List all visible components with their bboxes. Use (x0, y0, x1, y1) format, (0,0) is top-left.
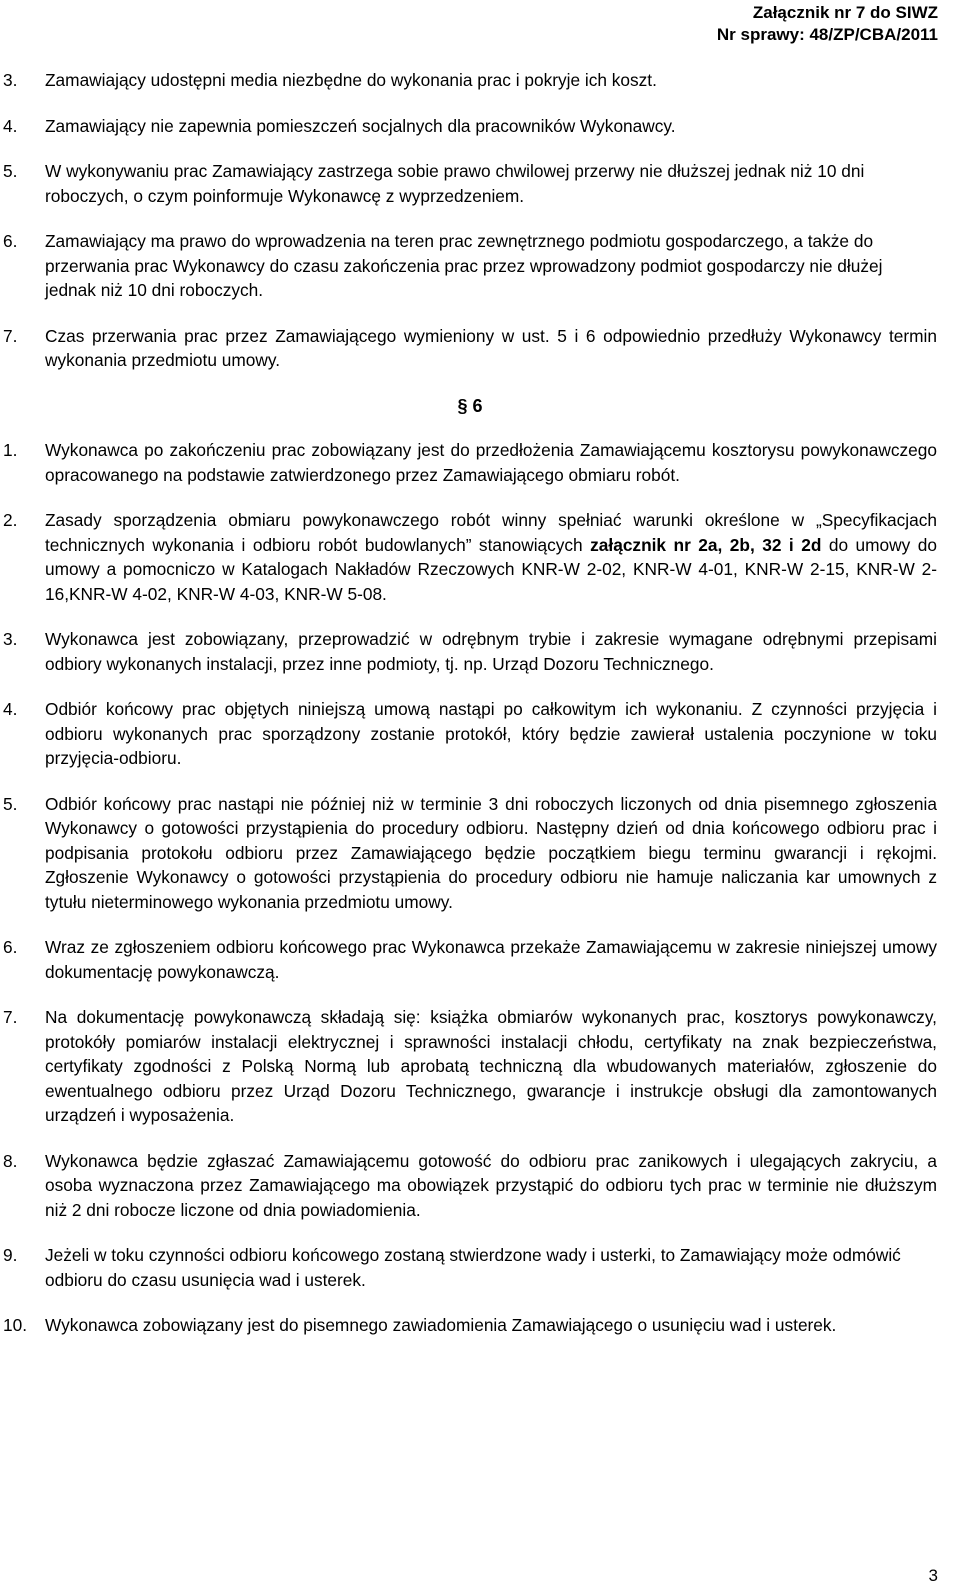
list-item (3, 508, 937, 606)
list-item (3, 627, 937, 676)
item-text-part: Zasady sporządzenia obmiaru powykonawczego robót winny spełniać warunki określone w „Specyfikacjach technicznych wykonania i odbioru robót budowlanych” stanowiących (45, 510, 937, 555)
item-text: Czas przerwania prac przez Zamawiającego wymieniony w ust. 5 i 6 odpowiednio przedłuży Wykonawcy termin wykonania przedmiotu umowy. (45, 325, 937, 370)
attachment-reference: załącznik nr 2a, 2b, 32 i 2d (590, 534, 822, 555)
item-number: 2. (3, 510, 18, 530)
item-number: 6. (3, 231, 18, 251)
list-item (3, 1005, 937, 1128)
list-item (3, 1243, 937, 1292)
case-number: Nr sprawy: 48/ZP/CBA/2011 (716, 25, 938, 44)
item-number: 5. (3, 793, 18, 814)
item-number: 4. (3, 115, 18, 136)
item-text: Zamawiający nie zapewnia pomieszczeń socjalnych dla pracowników Wykonawcy. (45, 115, 676, 136)
item-text: Jeżeli w toku czynności odbioru końcowego zostaną stwierdzone wady i usterki, to Zamawiający może odmówić odbioru do czasu usunięcia wad i usterek. (45, 1245, 901, 1290)
list-item (3, 697, 937, 771)
list-item (3, 68, 937, 93)
item-number: 4. (3, 699, 18, 719)
item-number: 3. (3, 70, 18, 90)
item-text: Wykonawca zobowiązany jest do pisemnego zawiadomienia Zamawiającego o usunięciu wad i usterek. (45, 1315, 837, 1335)
item-text: Zamawiający ma prawo do wprowadzenia na teren prac zewnętrznego podmiotu gospodarczego, a także do przerwania prac Wykonawcy do czasu zakończenia prac przez wprowadzony podmiot gospodarczy nie dłużej jednak niż 10 dni roboczych. (45, 231, 883, 300)
list-item (3, 1149, 937, 1223)
page-number: 3 (928, 1566, 938, 1585)
item-text (45, 508, 937, 606)
item-text: Wykonawca jest zobowiązany, przeprowadzić w odrębnym trybie i zakresie wymagane odrębnymi przepisami odbiory wykonanych instalacji, przez inne podmioty, tj. np. Urząd Dozoru Technicznego. (45, 629, 937, 674)
attachment-label: Załącznik nr 7 do SIWZ (752, 3, 938, 22)
item-number: 8. (3, 1150, 18, 1171)
document-header (717, 2, 938, 46)
item-text: Wraz ze zgłoszeniem odbioru końcowego prac Wykonawca przekaże Zamawiającemu w zakresie niniejszej umowy dokumentację powykonawczą. (45, 937, 937, 982)
item-text: W wykonywaniu prac Zamawiający zastrzega sobie prawo chwilowej przerwy nie dłuższej jednak niż 10 dni roboczych, o czym poinformuje Wykonawcę z wyprzedzeniem. (45, 161, 865, 206)
item-number: 6. (3, 937, 18, 957)
list-item (3, 1313, 937, 1338)
document-body (3, 68, 937, 1359)
item-number: 7. (3, 325, 18, 346)
list-item (3, 438, 937, 487)
item-text: Odbiór końcowy prac objętych niniejszą umową nastąpi po całkowitym ich wykonaniu. Z czynności przyjęcia i odbioru wykonanych prac sporządzony zostanie protokół, który będzie zawierał ustalenia poczynione w toku przyjęcia-odbioru. (45, 699, 937, 768)
list-item (3, 792, 937, 915)
list-item (3, 114, 937, 139)
item-number: 1. (3, 440, 18, 460)
item-text-part: do umowy do umowy a pomocniczo w Katalogach Nakładów Rzeczowych KNR-W 2-02, KNR-W 4-01, KNR-W 2-15, KNR-W 2-16,KNR-W 4-02, KNR-W 4-03, KNR-W 5-08. (45, 534, 937, 604)
item-number: 5. (3, 161, 18, 181)
section-heading: § 6 (457, 395, 483, 416)
list-item (3, 159, 937, 208)
item-number: 7. (3, 1007, 18, 1027)
item-number: 10. (3, 1315, 28, 1335)
item-text: Wykonawca będzie zgłaszać Zamawiającemu gotowość do odbioru prac zanikowych i ulegających zakryciu, a osoba wyznaczona przez Zamawiającego ma obowiązek przystąpić do odbioru tych prac w terminie nie dłuższym niż 2 dni robocze liczone od dnia powiadomienia. (45, 1150, 937, 1220)
item-text: Na dokumentację powykonawczą składają się: książka obmiarów wykonanych prac, kosztorys powykonawczy, protokóły pomiarów instalacji elektrycznej i sprawności instalacji chłodu, certyfikaty na znak bezpieczeństwa, certyfikaty zgodności z Polską Normą lub aprobatą techniczną dla wbudowanych materiałów, zgłoszenie do ewentualnego odbioru przez Urząd Dozoru Technicznego, gwarancje i instrukcje obsługi dla zamontowanych urządzeń i wyposażenia. (45, 1007, 937, 1125)
list-item (3, 229, 937, 303)
item-text: Zamawiający udostępni media niezbędne do wykonania prac i pokryje ich koszt. (45, 70, 657, 90)
list-item (3, 324, 937, 373)
item-number: 3. (3, 629, 18, 649)
item-text: Wykonawca po zakończeniu prac zobowiązany jest do przedłożenia Zamawiającemu kosztorysu powykonawczego opracowanego na podstawie zatwierdzonego przez Zamawiającego obmiaru robót. (45, 440, 937, 485)
item-number: 9. (3, 1245, 18, 1265)
list-item (3, 935, 937, 984)
item-text: Odbiór końcowy prac nastąpi nie później niż w terminie 3 dni roboczych liczonych od dnia pisemnego zgłoszenia Wykonawcy o gotowości przystąpienia do procedury odbioru. Następny dzień od dnia końcowego odbioru prac i podpisania protokołu odbioru przez Zamawiającego będzie początkiem biegu terminu gwarancji i rękojmi. Zgłoszenie Wykonawcy o gotowości przystąpienia do procedury odbioru nie hamuje naliczania kar umownych z tytułu nieterminowego wykonania przedmiotu umowy. (45, 793, 937, 912)
